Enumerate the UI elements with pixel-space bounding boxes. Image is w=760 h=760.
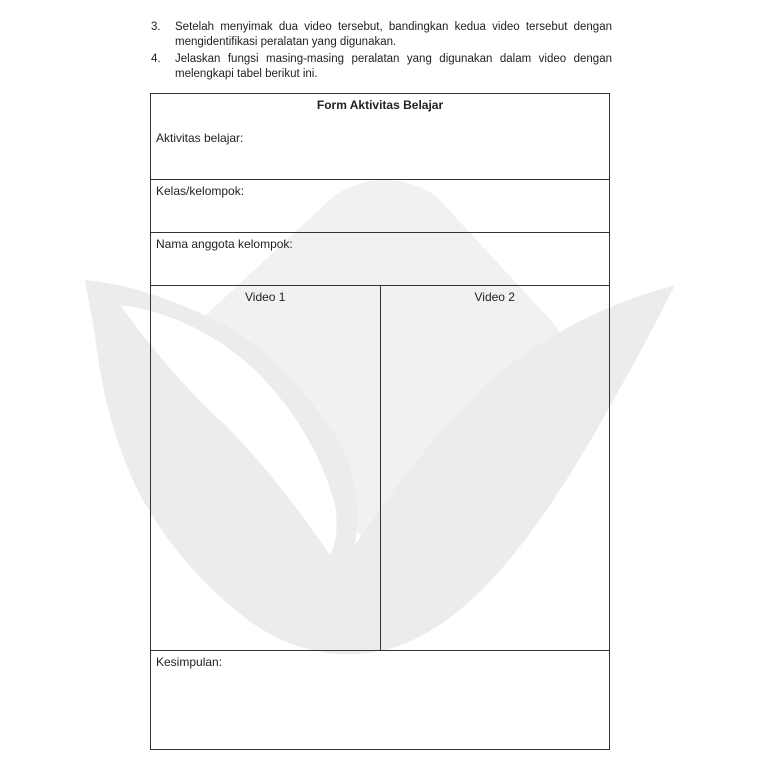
class-label: Kelas/kelompok: bbox=[156, 184, 245, 198]
learning-activity-form bbox=[150, 93, 610, 750]
instruction-item bbox=[151, 20, 612, 50]
conclusion-label: Kesimpulan: bbox=[156, 655, 223, 669]
instruction-number: 4. bbox=[151, 53, 161, 65]
activity-label: Aktivitas belajar: bbox=[156, 131, 244, 145]
instruction-text: Jelaskan fungsi masing-masing peralatan yang digunakan dalam video dengan melengkapi tabel berikut ini. bbox=[175, 53, 612, 80]
instruction-item bbox=[151, 52, 612, 82]
instruction-number: 3. bbox=[151, 21, 161, 33]
video-comparison-section bbox=[151, 286, 609, 651]
video2-label: Video 2 bbox=[474, 290, 515, 304]
members-section bbox=[151, 233, 609, 286]
video2-column bbox=[381, 286, 610, 650]
members-label: Nama anggota kelompok: bbox=[156, 237, 293, 251]
video1-label: Video 1 bbox=[245, 290, 286, 304]
class-section bbox=[151, 180, 609, 233]
conclusion-section bbox=[151, 651, 609, 749]
form-title: Form Aktivitas Belajar bbox=[316, 98, 444, 112]
form-header-section bbox=[151, 94, 609, 180]
instructions-list bbox=[151, 20, 612, 84]
video1-column bbox=[151, 286, 381, 650]
instruction-text: Setelah menyimak dua video tersebut, bandingkan kedua video tersebut dengan mengidentifikasi peralatan yang digunakan. bbox=[175, 21, 612, 48]
